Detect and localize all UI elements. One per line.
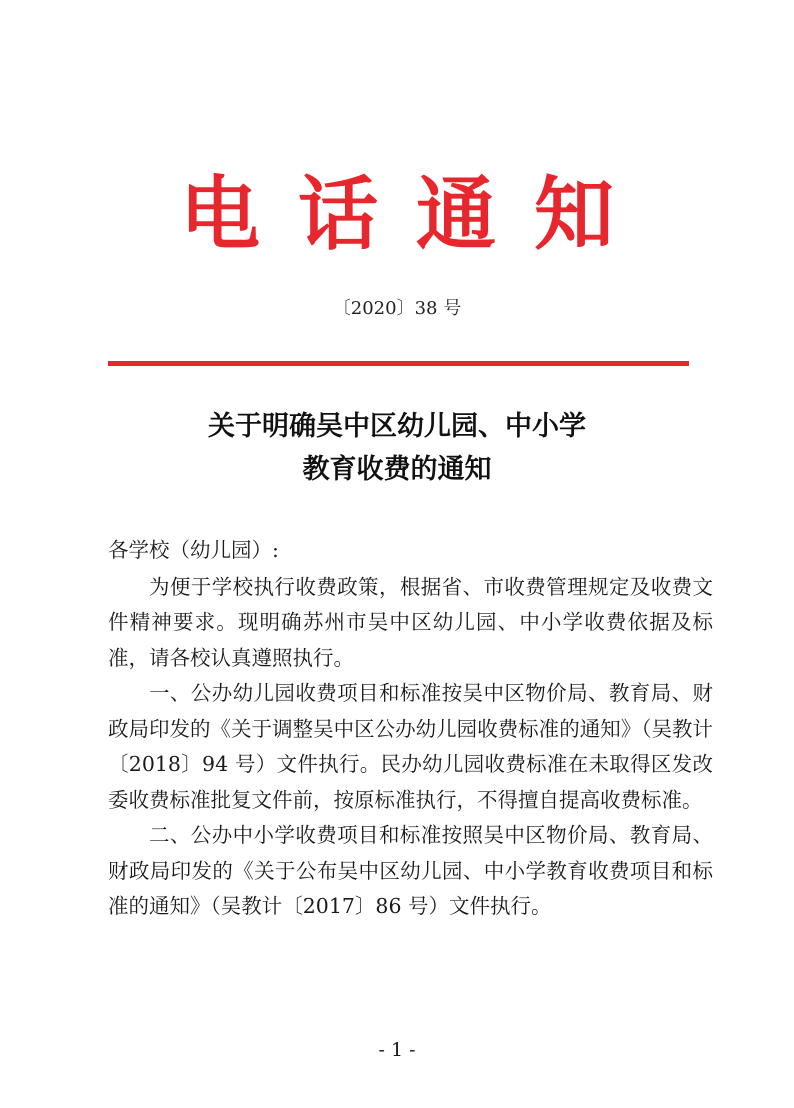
page-number: - 1 - [378,1039,416,1061]
notice-body [108,533,713,925]
notice-title-line-1: 关于明确吴中区幼儿园、中小学 [208,411,586,442]
salutation: 各学校（幼儿园）: [108,538,279,562]
body-paragraph: 二、公办中小学收费项目和标准按照吴中区物价局、教育局、财政局印发的《关于公布吴中区幼儿园、中小学教育收费项目和标准的通知》（吴教计〔2017〕86 号）文件执行。 [108,823,713,918]
document-number: 〔2020〕38 号 [332,298,462,319]
notice-title-line-2: 教育收费的通知 [302,454,492,485]
red-divider-line [108,361,689,366]
body-paragraph: 为便于学校执行收费政策，根据省、市收费管理规定及收费文件精神要求。现明确苏州市吴中区幼儿园、中小学收费依据及标准，请各校认真遵照执行。 [108,574,713,670]
notice-title [0,405,794,491]
header-title: 电话通知 [180,168,652,261]
body-paragraph: 一、公办幼儿园收费项目和标准按吴中区物价局、教育局、财政局印发的《关于调整吴中区公办幼儿园收费标准的通知》（吴教计〔2018〕94 号）文件执行。民办幼儿园收费标准在未取得区发改委收费标准批复文件前，按原标准执行，不得擅自提高收费标准。 [108,681,713,812]
